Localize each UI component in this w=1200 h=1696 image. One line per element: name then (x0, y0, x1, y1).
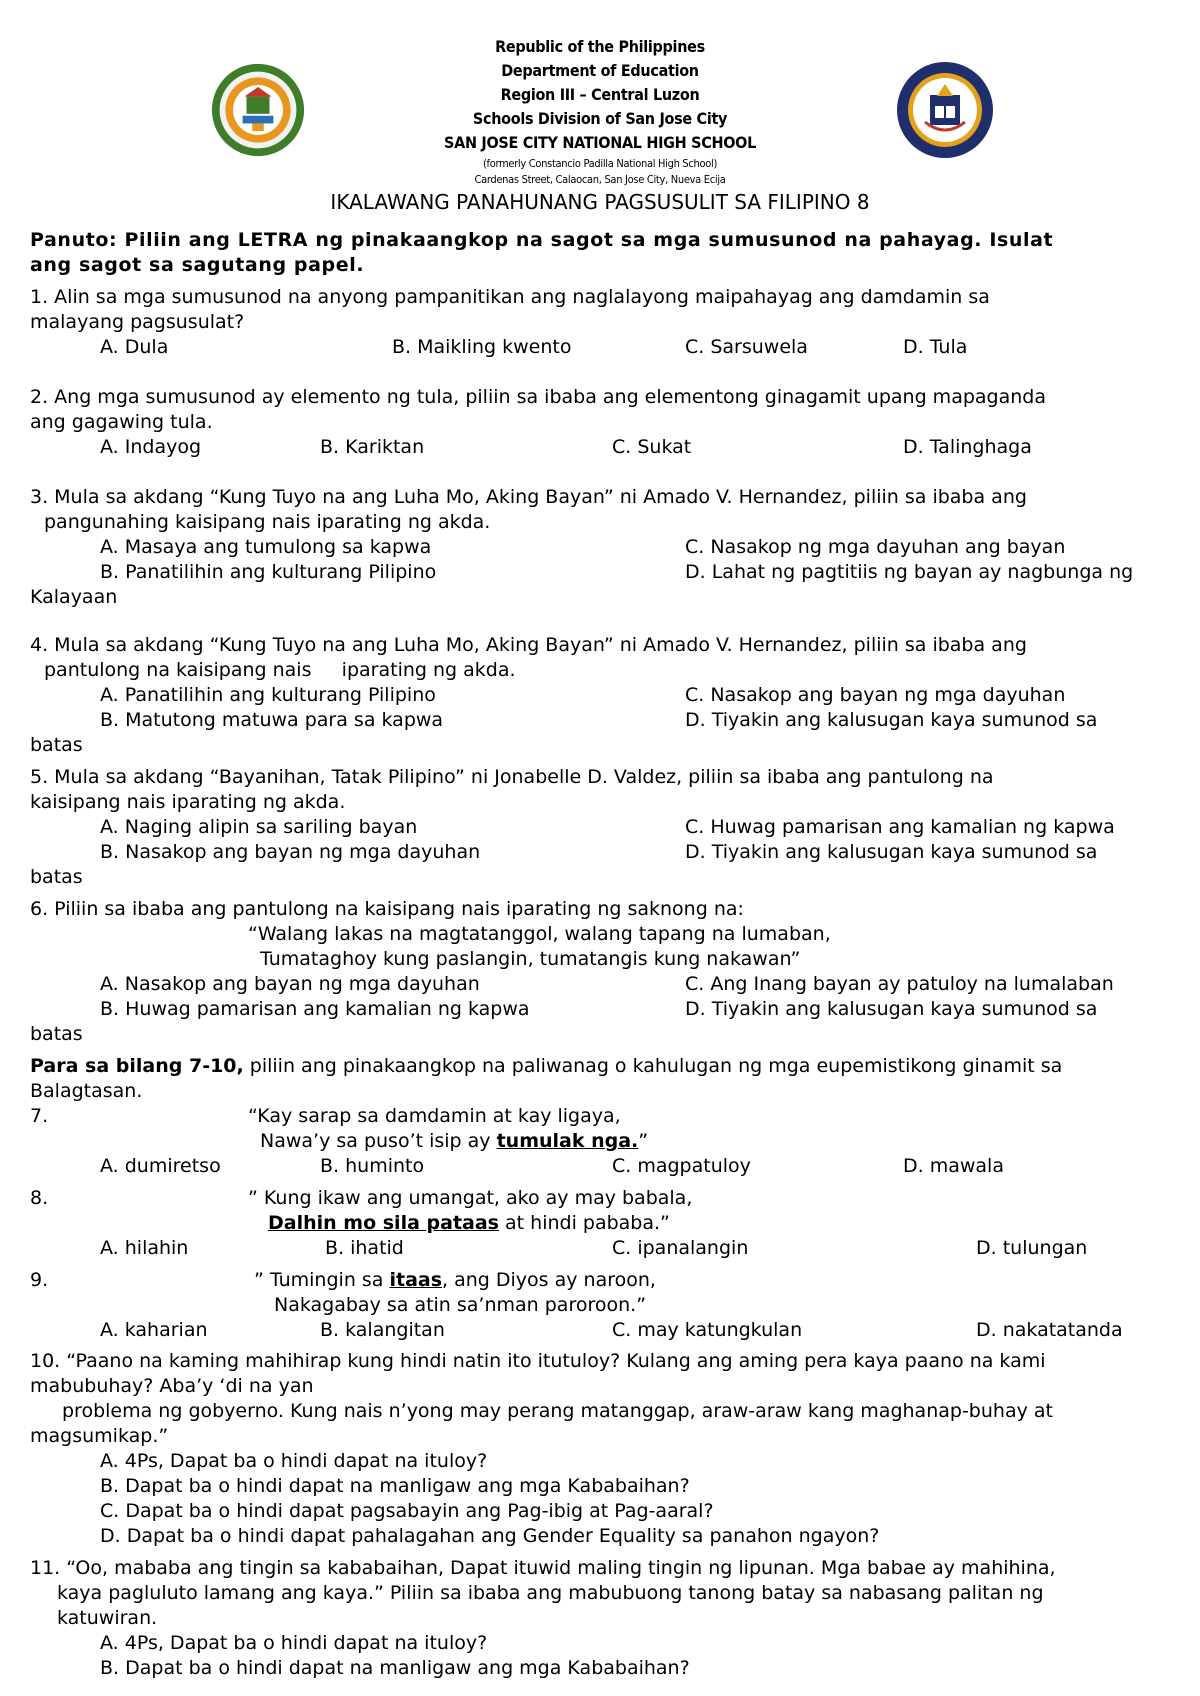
q4-option-d-cont: batas (30, 734, 83, 756)
q11-option-a: A. 4Ps, Dapat ba o hindi dapat na ituloy? (100, 1632, 488, 1654)
q8-number: 8. (30, 1187, 49, 1209)
q7-option-b: B. huminto (320, 1155, 425, 1177)
q9-verse-2: Nakagabay sa atin sa’nman paroroon.” (274, 1294, 647, 1316)
section-instructions-bold: Para sa bilang 7-10, (30, 1055, 244, 1077)
q6-option-d-cont: batas (30, 1023, 83, 1045)
q5-option-c: C. Huwag pamarisan ang kamalian ng kapwa (685, 816, 1115, 838)
q3-option-a: A. Masaya ang tumulong sa kapwa (100, 536, 432, 558)
header-department: Department of Education (501, 61, 699, 80)
q1-option-b: B. Maikling kwento (392, 336, 572, 358)
exam-title: IKALAWANG PANAHUNANG PAGSUSULIT SA FILIPINO 8 (330, 190, 870, 214)
q2-stem-2: ang gagawing tula. (30, 411, 213, 433)
q1-option-c: C. Sarsuwela (685, 336, 808, 358)
q10-stem-3: problema ng gobyerno. Kung nais n’yong may perang matanggap, araw-araw kang maghanap-buhay at (62, 1400, 1053, 1422)
q6-option-a: A. Nasakop ang bayan ng mga dayuhan (100, 973, 480, 995)
q6-verse-1: “Walang lakas na magtatanggol, walang tapang na lumaban, (248, 923, 831, 945)
q5-option-a: A. Naging alipin sa sariling bayan (100, 816, 418, 838)
header-division: Schools Division of San Jose City (472, 109, 728, 128)
q1-option-a: A. Dula (100, 336, 169, 358)
q7-underlined-phrase: tumulak nga. (496, 1130, 639, 1152)
q8-verse-1: ” Kung ikaw ang umangat, ako ay may babala, (248, 1187, 693, 1209)
q7-verse-2 (260, 1129, 648, 1154)
q6-verse-2: Tumataghoy kung paslangin, tumatangis kung nakawan” (260, 948, 801, 970)
q10-stem-1: 10. “Paano na kaming mahihirap kung hindi natin ito itutuloy? Kulang ang aming pera kaya paano na kami (30, 1350, 1046, 1372)
q2-stem-1: 2. Ang mga sumusunod ay elemento ng tula, piliin sa ibaba ang elementong ginagamit upang mapaganda (30, 386, 1046, 408)
q9-option-b: B. kalangitan (320, 1319, 445, 1341)
q9-verse-1-post: , ang Diyos ay naroon, (442, 1269, 656, 1291)
q4-option-b: B. Matutong matuwa para sa kapwa (100, 709, 444, 731)
header-school: SAN JOSE CITY NATIONAL HIGH SCHOOL (444, 133, 756, 152)
q8-option-a: A. hilahin (100, 1237, 189, 1259)
deped-seal-icon (210, 62, 306, 158)
school-seal-icon (895, 60, 995, 160)
q1-stem-2: malayang pagsusulat? (30, 311, 245, 333)
q10-option-b: B. Dapat ba o hindi dapat na manligaw ang mga Kababaihan? (100, 1475, 690, 1497)
q11-option-b: B. Dapat ba o hindi dapat na manligaw ang mga Kababaihan? (100, 1657, 690, 1679)
q10-stem-2: mabubuhay? Aba’y ‘di na yan (30, 1375, 314, 1397)
q2-option-c: C. Sukat (612, 436, 692, 458)
q11-stem-2: kaya pagluluto lamang ang kaya.” Piliin sa ibaba ang mabubuong tanong batay sa nabasang palitan ng (57, 1582, 1044, 1604)
section-instructions-rest: piliin ang pinakaangkop na paliwanag o kahulugan ng mga eupemistikong ginamit sa (243, 1055, 1063, 1077)
q3-option-d-cont: Kalayaan (30, 586, 118, 608)
section-instructions-2: Balagtasan. (30, 1080, 143, 1102)
q4-option-a: A. Panatilihin ang kulturang Pilipino (100, 684, 436, 706)
header-region: Region III – Central Luzon (500, 85, 700, 104)
q9-option-a: A. kaharian (100, 1319, 208, 1341)
q6-option-b: B. Huwag pamarisan ang kamalian ng kapwa (100, 998, 530, 1020)
q5-stem-1: 5. Mula sa akdang “Bayanihan, Tatak Pilipino” ni Jonabelle D. Valdez, piliin sa ibaba ang pantulong na (30, 766, 994, 788)
q9-underlined-word: itaas (389, 1269, 443, 1291)
q7-option-c: C. magpatuloy (612, 1155, 751, 1177)
q5-option-d: D. Tiyakin ang kalusugan kaya sumunod sa (685, 841, 1098, 863)
q7-verse-2-post: ” (638, 1130, 649, 1152)
q11-stem-3: katuwiran. (57, 1607, 158, 1629)
q1-stem-1: 1. Alin sa mga sumusunod na anyong pampanitikan ang naglalayong maipahayag ang damdamin sa (30, 286, 990, 308)
q7-verse-1: “Kay sarap sa damdamin at kay ligaya, (248, 1105, 621, 1127)
q8-option-c: C. ipanalangin (612, 1237, 749, 1259)
q5-stem-2: kaisipang nais iparating ng akda. (30, 791, 346, 813)
q10-stem-4: magsumikap.” (30, 1425, 169, 1447)
q7-option-d: D. mawala (903, 1155, 1004, 1177)
q3-stem-2: pangunahing kaisipang nais iparating ng akda. (44, 511, 491, 533)
header-formerly: (formerly Constancio Padilla National High School) (482, 157, 718, 170)
q8-option-b: B. ihatid (325, 1237, 404, 1259)
q2-option-a: A. Indayog (100, 436, 202, 458)
section-instructions-1 (30, 1054, 1062, 1079)
q10-option-c: C. Dapat ba o hindi dapat pagsabayin ang Pag-ibig at Pag-aaral? (100, 1500, 714, 1522)
q9-number: 9. (30, 1269, 49, 1291)
q1-option-d: D. Tula (903, 336, 968, 358)
q5-option-d-cont: batas (30, 866, 83, 888)
q3-option-c: C. Nasakop ng mga dayuhan ang bayan (685, 536, 1066, 558)
instructions-line-1: Panuto: Piliin ang LETRA ng pinakaangkop na sagot sa mga sumusunod na pahayag. Isulat (30, 229, 1054, 251)
q9-verse-1-pre: ” Tumingin sa (254, 1269, 390, 1291)
q9-option-c: C. may katungkulan (612, 1319, 803, 1341)
q9-option-d: D. nakatatanda (976, 1319, 1123, 1341)
q8-underlined-phrase: Dalhin mo sila pataas (268, 1212, 499, 1234)
q8-verse-2-post: at hindi pababa.” (498, 1212, 670, 1234)
q6-stem: 6. Piliin sa ibaba ang pantulong na kaisipang nais iparating ng saknong na: (30, 898, 744, 920)
q4-stem-2: pantulong na kaisipang nais iparating ng akda. (44, 659, 516, 681)
header-republic: Republic of the Philippines (495, 37, 705, 56)
q2-option-b: B. Kariktan (320, 436, 425, 458)
q4-option-d: D. Tiyakin ang kalusugan kaya sumunod sa (685, 709, 1098, 731)
q8-option-d: D. tulungan (976, 1237, 1088, 1259)
header-address: Cardenas Street, Calaocan, San Jose City, Nueva Ecija (474, 173, 726, 186)
q4-option-c: C. Nasakop ang bayan ng mga dayuhan (685, 684, 1066, 706)
q11-stem-1: 11. “Oo, mababa ang tingin sa kababaihan, Dapat ituwid maling tingin ng lipunan. Mga babae ay mahihina, (30, 1557, 1056, 1579)
q10-option-a: A. 4Ps, Dapat ba o hindi dapat na ituloy? (100, 1450, 488, 1472)
q7-number: 7. (30, 1105, 49, 1127)
instructions-line-2: ang sagot sa sagutang papel. (30, 254, 365, 276)
q6-option-c: C. Ang Inang bayan ay patuloy na lumalaban (685, 973, 1114, 995)
q6-option-d: D. Tiyakin ang kalusugan kaya sumunod sa (685, 998, 1098, 1020)
q5-option-b: B. Nasakop ang bayan ng mga dayuhan (100, 841, 481, 863)
q8-verse-2 (268, 1211, 670, 1236)
q7-option-a: A. dumiretso (100, 1155, 221, 1177)
q7-verse-2-pre: Nawa’y sa puso’t isip ay (260, 1130, 497, 1152)
q3-option-d: D. Lahat ng pagtitiis ng bayan ay nagbunga ng (685, 561, 1134, 583)
q3-stem-1: 3. Mula sa akdang “Kung Tuyo na ang Luha Mo, Aking Bayan” ni Amado V. Hernandez, piliin sa ibaba ang (30, 486, 1027, 508)
q3-option-b: B. Panatilihin ang kulturang Pilipino (100, 561, 437, 583)
q2-option-d: D. Talinghaga (903, 436, 1032, 458)
q10-option-d: D. Dapat ba o hindi dapat pahalagahan ang Gender Equality sa panahon ngayon? (100, 1525, 880, 1547)
q9-verse-1 (254, 1268, 656, 1293)
q4-stem-1: 4. Mula sa akdang “Kung Tuyo na ang Luha Mo, Aking Bayan” ni Amado V. Hernandez, piliin sa ibaba ang (30, 634, 1027, 656)
